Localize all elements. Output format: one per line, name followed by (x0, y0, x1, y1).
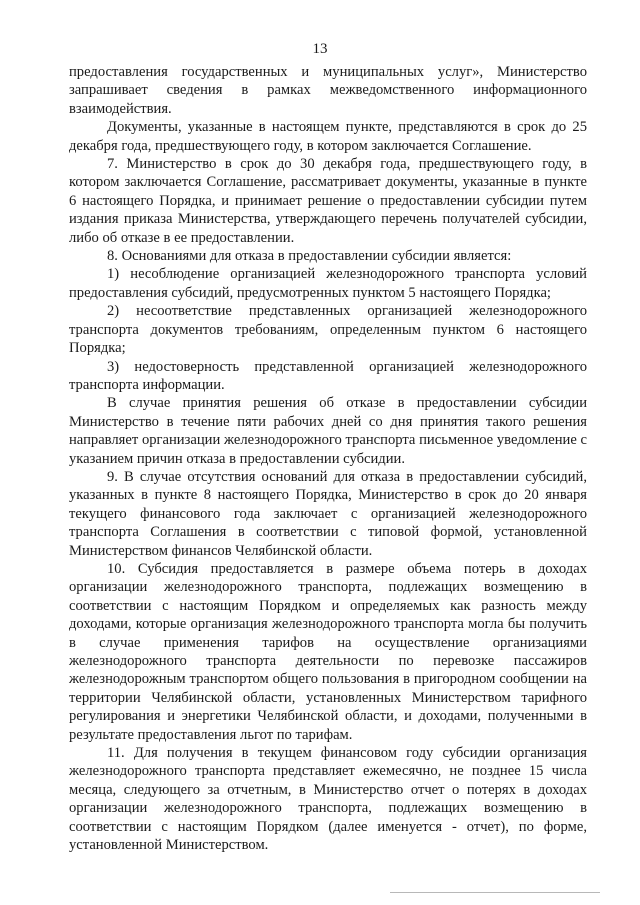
paragraph-item-9: 9. В случае отсутствия оснований для отказа в предоставлении субсидий, указанных в пункте 8 настоящего Порядка, Министерство в срок до 20 января текущего финансового года заключает с организацией железнодорожного транспорта Соглашения в соответствии с типовой формой, установленной Министерством финансов Челябинской области. (69, 468, 587, 559)
paragraph-refusal-notice: В случае принятия решения об отказе в предоставлении субсидии Министерство в течение пяти рабочих дней со дня принятия такого решения направляет организации железнодорожного транспорта письменное уведомление с указанием причин отказа в предоставлении субсидии. (69, 395, 587, 467)
document-body (69, 63, 587, 854)
paragraph-item-8: 8. Основаниями для отказа в предоставлении субсидии является: (107, 248, 512, 265)
page-number: 13 (312, 41, 328, 57)
paragraph-documents-deadline: Документы, указанные в настоящем пункте, представляются в срок до 25 декабря года, предшествующего году, в котором заключается Соглашение. (69, 119, 587, 154)
paragraph-item-8-sub-2: 2) несоответствие представленных организацией железнодорожного транспорта документов требованиям, определенным пунктом 6 настоящего Порядка; (69, 303, 587, 357)
paragraph-item-8-sub-3: 3) недостоверность представленной организацией железнодорожного транспорта информации. (69, 358, 587, 393)
paragraph-item-8-sub-1: 1) несоблюдение организацией железнодорожного транспорта условий предоставления субсидий, предусмотренных пунктом 5 настоящего Порядка; (69, 266, 587, 301)
paragraph-continuation: предоставления государственных и муниципальных услуг», Министерство запрашивает сведения в рамках межведомственного информационного взаимодействия. (69, 64, 587, 117)
paragraph-item-7: 7. Министерство в срок до 30 декабря года, предшествующего году, в котором заключается Соглашение, рассматривает документы, указанные в пункте 6 настоящего Порядка, и принимает решение о предоставлении субсидии путем издания приказа Министерства, утверждающего перечень получателей субсидии, либо об отказе в ее предоставлении. (69, 156, 587, 246)
paragraph-item-10: 10. Субсидия предоставляется в размере объема потерь в доходах организации железнодорожного транспорта, подлежащих возмещению в соответствии с настоящим Порядком и определяемых как разность между доходами, которые организация железнодорожного транспорта могла бы получить в случае применения тарифов на осуществление организациями железнодорожного транспорта деятельности по перевозке пассажиров железнодорожным транспортом общего пользования в пригородном сообщении на территории Челябинской области, установленных Министерством тарифного регулирования и энергетики Челябинской области, и доходами, полученными в результате предоставления льгот по тарифам. (69, 560, 587, 743)
paragraph-item-11: 11. Для получения в текущем финансовом году субсидии организация железнодорожного транспорта представляет ежемесячно, не позднее 15 числа месяца, следующего за отчетным, в Министерство отчет о потерях в доходах организации железнодорожного транспорта, подлежащих возмещению в соответствии с настоящим Порядком (далее именуется - отчет), по форме, установленной Министерством. (69, 745, 587, 854)
bottom-divider (390, 892, 600, 893)
